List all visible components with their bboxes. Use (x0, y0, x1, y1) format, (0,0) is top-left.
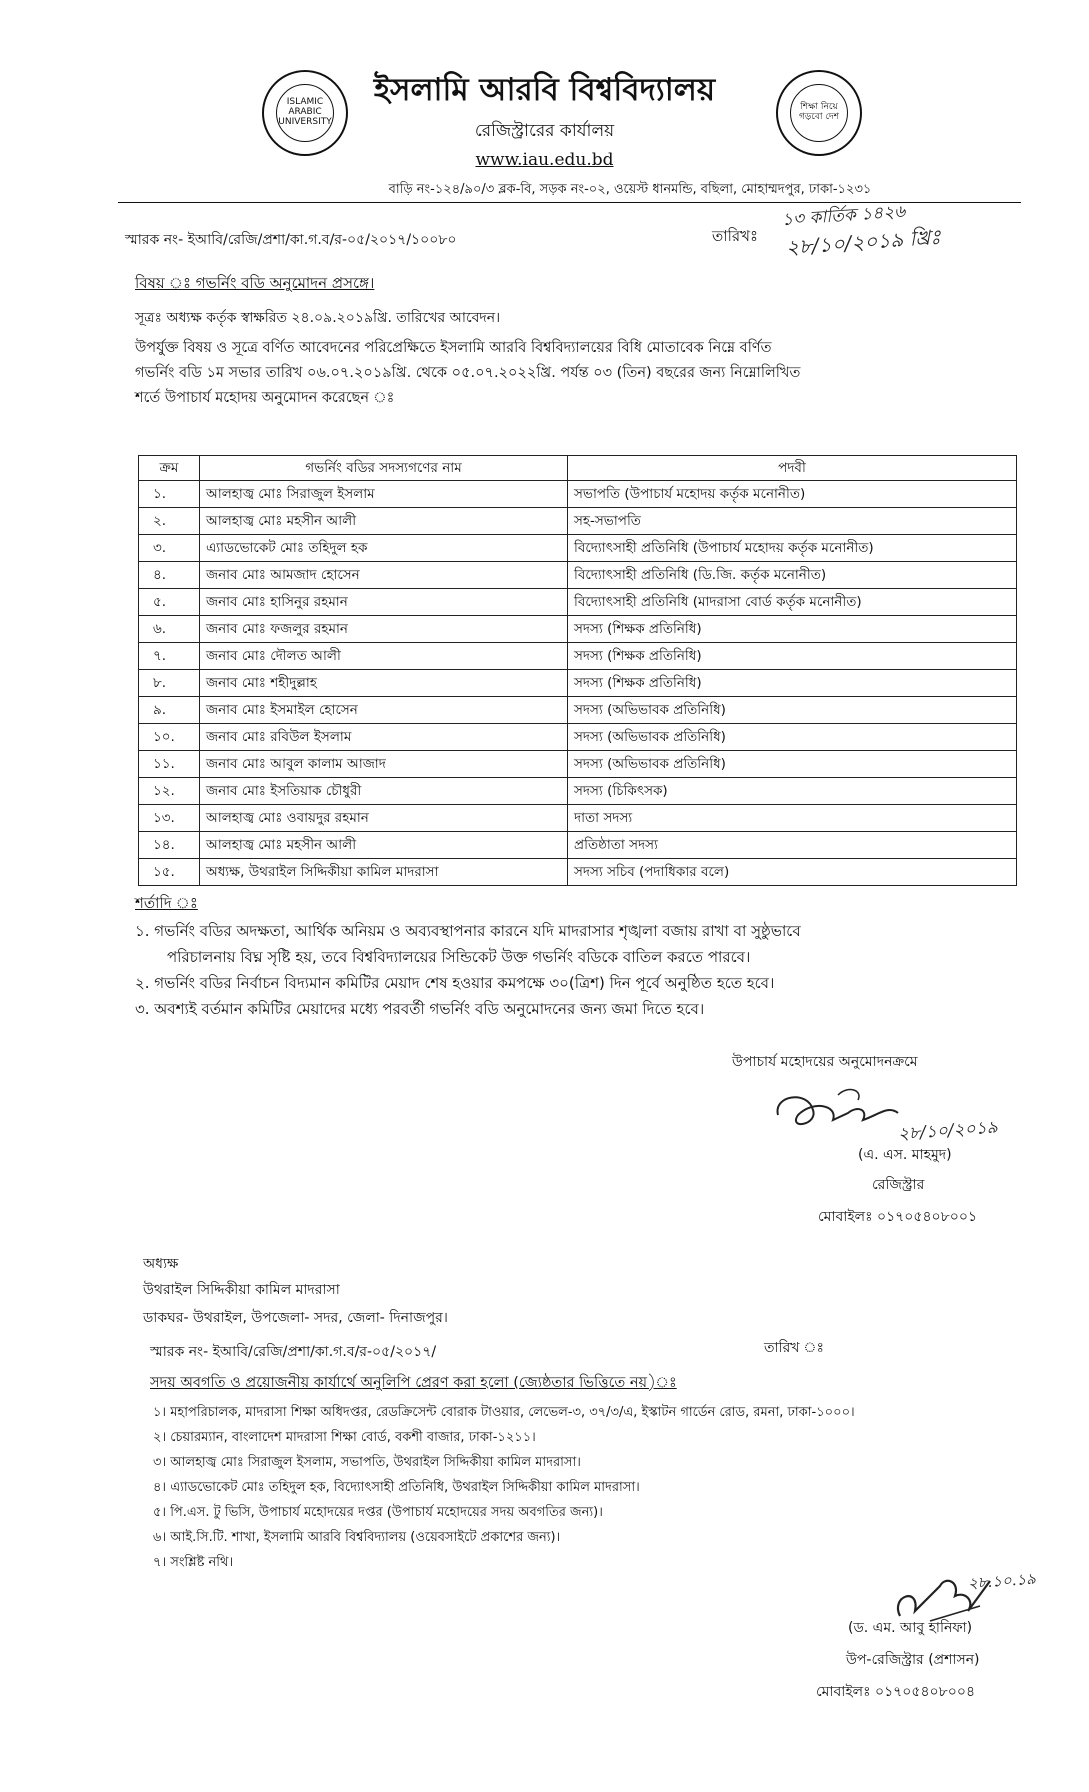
table-row (139, 670, 1017, 697)
copy-item: ৬। আই.সি.টি. শাখা, ইসলামি আরবি বিশ্ববিদ্যালয় (ওয়েবসাইটে প্রকাশের জন্য)। (153, 1530, 561, 1545)
serial-cell: ৩. (139, 535, 200, 562)
designation-cell: বিদ্যোৎসাহী প্রতিনিধি (ডি.জি. কর্তৃক মনোনীত) (568, 562, 1017, 589)
member-name-cell: অধ্যক্ষ, উথরাইল সিদ্দিকীয়া কামিল মাদরাসা (200, 859, 568, 886)
conditions-list (135, 918, 1035, 1022)
conditions-title-text: শর্তাদি ঃ (135, 894, 198, 912)
serial-cell: ৯. (139, 697, 200, 724)
table-row (139, 751, 1017, 778)
condition-item: ১. গভর্নিং বডির অদক্ষতা, আর্থিক অনিয়ম ও অব্যবস্থাপনার কারনে যদি মাদরাসার শৃঙ্খলা বজায় রাখা বা সুষ্ঠুভাবে (135, 922, 801, 940)
designation-cell: সদস্য (অভিভাবক প্রতিনিধি) (568, 697, 1017, 724)
member-name-cell: আলহাজ্ব মোঃ মহসীন আলী (200, 832, 568, 859)
member-name-cell: জনাব মোঃ আবুল কালাম আজাদ (200, 751, 568, 778)
body-line: গভর্নিং বডি ১ম সভার তারিখ ০৬.০৭.২০১৯খ্রি. থেকে ০৫.০৭.২০২২খ্রি. পর্যন্ত ০৩ (তিন) বছরের জন্য নিম্নোলিখিত (135, 365, 801, 381)
serial-cell: ১২. (139, 778, 200, 805)
table-header-row (139, 456, 1017, 481)
date-label: তারিখঃ (712, 227, 758, 245)
condition-item: ২. গভর্নিং বডির নির্বাচন বিদ্যমান কমিটির মেয়াদ শেষ হওয়ার কমপক্ষে ৩০(ত্রিশ) দিন পূর্বে অনুষ্ঠিত হতে হবে। (135, 974, 775, 992)
copy-item: ২। চেয়ারম্যান, বাংলাদেশ মাদরাসা শিক্ষা বোর্ড, বকশী বাজার, ঢাকা-১২১১। (153, 1430, 536, 1445)
handwritten-date: ২৮/১০/২০১৯ খ্রিঃ (785, 224, 942, 260)
designation-cell: সদস্য (অভিভাবক প্রতিনিধি) (568, 751, 1017, 778)
copy-item: ৪। এ্যাডভোকেট মোঃ তহিদুল হক, বিদ্যোৎসাহী প্রতিনিধি, উথরাইল সিদ্দিকীয়া কামিল মাদরাসা। (153, 1480, 640, 1495)
logo-motto: শিক্ষা নিয়ে গড়বো দেশ (798, 102, 840, 122)
designation-cell: সদস্য (শিক্ষক প্রতিনিধি) (568, 616, 1017, 643)
serial-cell: ১৪. (139, 832, 200, 859)
registrar-mobile: মোবাইলঃ ০১৭০৫৪০৮০০১ (818, 1209, 978, 1225)
member-name-cell: আলহাজ্ব মোঃ মহসীন আলী (200, 508, 568, 535)
address: বাড়ি নং-১২৪/৯০/৩ ব্লক-বি, সড়ক নং-০২, ওয়েস্ট ধানমন্ডি, বছিলা, মোহাম্মদপুর, ঢাকা-১২৩১ (388, 182, 872, 197)
body-line: উপর্যুক্ত বিষয় ও সূত্রে বর্ণিত আবেদনের পরিপ্রেক্ষিতে ইসলামি আরবি বিশ্ববিদ্যালয়ের বিধি মোতাবেক নিম্নে বর্ণিত (135, 340, 772, 356)
member-name-cell: জনাব মোঃ রবিউল ইসলাম (200, 724, 568, 751)
table-row (139, 724, 1017, 751)
table-row (139, 616, 1017, 643)
table-row (139, 778, 1017, 805)
member-name-cell: আলহাজ্ব মোঃ ওবায়দুর রহমান (200, 805, 568, 832)
copy-item: ৫। পি.এস. টু ভিসি, উপাচার্য মহোদয়ের দপ্তর (উপাচার্য মহোদয়ের সদয় অবগতির জন্য)। (153, 1505, 603, 1520)
table-row (139, 508, 1017, 535)
recipient-address: ডাকঘর- উথরাইল, উপজেলা- সদর, জেলা- দিনাজপুর। (143, 1310, 448, 1326)
table-row (139, 832, 1017, 859)
designation-cell: দাতা সদস্য (568, 805, 1017, 832)
table-row (139, 697, 1017, 724)
body-line: শর্তে উপাচার্য মহোদয় অনুমোদন করেছেন ঃ (135, 390, 395, 406)
copy-list (153, 1400, 1033, 1575)
registrar-designation: রেজিস্ট্রার (872, 1177, 925, 1193)
member-name-cell: জনাব মোঃ আমজাদ হোসেন (200, 562, 568, 589)
office-name: রেজিস্ট্রারের কার্যালয় (474, 121, 615, 141)
member-name-cell: জনাব মোঃ হাসিনুর রহমান (200, 589, 568, 616)
table-row (139, 562, 1017, 589)
designation-cell: সভাপতি (উপাচার্য মহোদয় কর্তৃক মনোনীত) (568, 481, 1017, 508)
copy-item: ৩। আলহাজ্ব মোঃ সিরাজুল ইসলাম, সভাপতি, উথরাইল সিদ্দিকীয়া কামিল মাদরাসা। (153, 1455, 581, 1470)
copy-item: ১। মহাপরিচালক, মাদরাসা শিক্ষা অধিদপ্তর, রেডক্রিসেন্ট বোরাক টাওয়ার, লেভেল-৩, ৩৭/৩/এ, ইস্কাটন গার্ডেন রোড, রমনা, ঢাকা-১০০০। (153, 1405, 855, 1420)
logo-text: ISLAMIC ARABIC UNIVERSITY (278, 97, 332, 127)
designation-cell: বিদ্যোৎসাহী প্রতিনিধি (মাদরাসা বোর্ড কর্তৃক মনোনীত) (568, 589, 1017, 616)
memo-reference-copy: স্মারক নং- ইআবি/রেজি/প্রশা/কা.গ.ব/র-০৫/২০১৭/ (150, 1344, 437, 1360)
table-row (139, 859, 1017, 886)
serial-cell: ৪. (139, 562, 200, 589)
header-designation: পদবী (568, 456, 1017, 481)
serial-cell: ৭. (139, 643, 200, 670)
member-name-cell: জনাব মোঃ ইসতিয়াক চৌধুরী (200, 778, 568, 805)
serial-cell: ৮. (139, 670, 200, 697)
serial-cell: ১৩. (139, 805, 200, 832)
university-name: ইসলামি আরবি বিশ্ববিদ্যালয় (373, 72, 716, 108)
serial-cell: ১০. (139, 724, 200, 751)
member-name-cell: জনাব মোঃ ফজলুর রহমান (200, 616, 568, 643)
source-reference: সূত্রঃ অধ্যক্ষ কর্তৃক স্বাক্ষরিত ২৪.০৯.২০১৯খ্রি. তারিখের আবেদন। (135, 310, 501, 326)
serial-cell: ১১. (139, 751, 200, 778)
serial-cell: ৬. (139, 616, 200, 643)
signature-date: ২৮/১০/২০১৯ (897, 1117, 999, 1145)
copy-item: ৭। সংশ্লিষ্ট নথি। (153, 1555, 234, 1570)
member-name-cell: জনাব মোঃ দৌলত আলী (200, 643, 568, 670)
copy-title (150, 1372, 677, 1396)
deputy-signature-date: ২৮.১০.১৯ (967, 1569, 1037, 1593)
approval-note: উপাচার্য মহোদয়ের অনুমোদনক্রমে (732, 1054, 918, 1070)
designation-cell: প্রতিষ্ঠাতা সদস্য (568, 832, 1017, 859)
serial-cell: ১. (139, 481, 200, 508)
memo-reference: স্মারক নং- ইআবি/রেজি/প্রশা/কা.গ.ব/র-০৫/২০১৭/১০০৮০ (125, 232, 457, 248)
subject-text: বিষয় ঃ গভর্নিং বডি অনুমোদন প্রসঙ্গে। (135, 274, 375, 292)
condition-item: ৩. অবশ্যই বর্তমান কমিটির মেয়াদের মধ্যে পরবর্তী গভর্নিং বডি অনুমোদনের জন্য জমা দিতে হবে। (135, 1000, 705, 1018)
member-name-cell: এ্যাডভোকেট মোঃ তহিদুল হক (200, 535, 568, 562)
deputy-registrar-designation: উপ-রেজিস্ট্রার (প্রশাসন) (846, 1652, 980, 1668)
subject (135, 272, 374, 297)
header-name: গভর্নিং বডির সদস্যগণের নাম (200, 456, 568, 481)
table-row (139, 643, 1017, 670)
serial-cell: ২. (139, 508, 200, 535)
deputy-registrar-name: (ড. এম. আবু হানিফা) (848, 1620, 973, 1636)
member-name-cell: জনাব মোঃ শহীদুল্লাহ (200, 670, 568, 697)
table-row (139, 535, 1017, 562)
designation-cell: সদস্য সচিব (পদাধিকার বলে) (568, 859, 1017, 886)
designation-cell: সহ-সভাপতি (568, 508, 1017, 535)
designation-cell: সদস্য (চিকিৎসক) (568, 778, 1017, 805)
condition-item-continued: পরিচালনায় বিঘ্ন সৃষ্টি হয়, তবে বিশ্ববিদ্যালয়ের সিন্ডিকেট উক্ত গভর্নিং বডিকে বাতিল করতে পারবে। (167, 948, 751, 966)
member-name-cell: জনাব মোঃ ইসমাইল হোসেন (200, 697, 568, 724)
designation-cell: সদস্য (শিক্ষক প্রতিনিধি) (568, 643, 1017, 670)
recipient-institution: উথরাইল সিদ্দিকীয়া কামিল মাদরাসা (143, 1282, 340, 1298)
registrar-name: (এ. এস. মাহমুদ) (858, 1147, 952, 1163)
designation-cell: সদস্য (অভিভাবক প্রতিনিধি) (568, 724, 1017, 751)
handwritten-date-bangla: ১৩ কার্তিক ১৪২৬ (781, 201, 906, 231)
serial-cell: ১৫. (139, 859, 200, 886)
deputy-registrar-mobile: মোবাইলঃ ০১৭০৫৪০৮০০৪ (816, 1684, 976, 1700)
designation-cell: বিদ্যোৎসাহী প্রতিনিধি (উপাচার্য মহোদয় কর্তৃক মনোনীত) (568, 535, 1017, 562)
conditions-title (135, 892, 198, 917)
recipient-title: অধ্যক্ষ (143, 1256, 179, 1272)
body-paragraph (135, 336, 1020, 411)
date-label-copy: তারিখ ঃ (764, 1340, 824, 1356)
member-name-cell: আলহাজ্ব মোঃ সিরাজুল ইসলাম (200, 481, 568, 508)
designation-cell: সদস্য (শিক্ষক প্রতিনিধি) (568, 670, 1017, 697)
website-link[interactable]: www.iau.edu.bd (475, 150, 614, 170)
table-row (139, 481, 1017, 508)
table-row (139, 805, 1017, 832)
governing-body-table (138, 455, 1017, 886)
serial-cell: ৫. (139, 589, 200, 616)
copy-title-text: সদয় অবগতি ও প্রয়োজনীয় কার্যার্থে অনুলিপি প্রেরণ করা হলো (জ্যেষ্ঠতার ভিত্তিতে নয়)ঃ (150, 1375, 677, 1391)
table-row (139, 589, 1017, 616)
header-serial: ক্রম (139, 456, 200, 481)
